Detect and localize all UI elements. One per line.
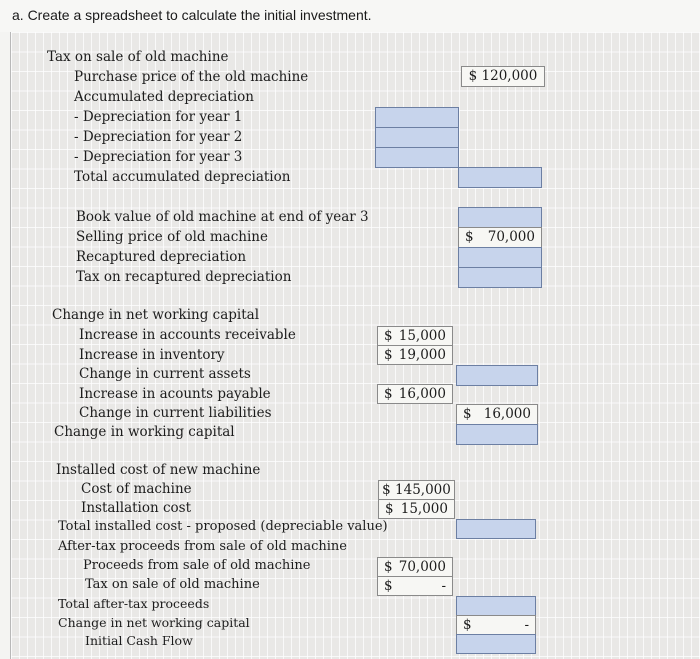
current-liabilities-label: Change in current liabilities (79, 405, 272, 421)
total-installed-cost-label: Total installed cost - proposed (depreciable value) (58, 519, 388, 534)
depreciation-year3-input[interactable] (375, 147, 459, 168)
tax-on-sale-value: - (441, 578, 446, 594)
book-value-label: Book value of old machine at end of year 3 (76, 209, 369, 225)
depreciation-year1-label: - Depreciation for year 1 (74, 109, 243, 125)
working-capital-input[interactable] (456, 424, 538, 445)
change-nwc-cell[interactable] (456, 615, 536, 635)
purchase-price-cell[interactable] (461, 66, 545, 87)
change-nwc-currency: $ (463, 617, 472, 633)
instruction-bar (0, 0, 700, 32)
proceeds-label: Proceeds from sale of old machine (83, 558, 311, 573)
book-value-input[interactable] (458, 207, 542, 228)
total-accumulated-depreciation-label: Total accumulated depreciation (74, 169, 291, 185)
tax-on-sale-currency: $ (384, 578, 393, 594)
proceeds-cell[interactable] (377, 557, 453, 577)
after-tax-header: After-tax proceeds from sale of old machine (58, 539, 347, 554)
cost-of-machine-value: $ 145,000 (382, 482, 451, 498)
installation-cost-currency: $ (385, 501, 394, 517)
inventory-currency: $ (384, 347, 393, 363)
total-after-tax-input[interactable] (456, 596, 536, 616)
initial-cash-flow-input[interactable] (456, 634, 536, 654)
selling-price-label: Selling price of old machine (76, 229, 268, 245)
inventory-value: 19,000 (398, 347, 446, 363)
cost-of-machine-cell[interactable] (378, 480, 455, 500)
proceeds-currency: $ (384, 559, 393, 575)
tax-on-sale-label: Tax on sale of old machine (85, 577, 260, 592)
recaptured-depreciation-input[interactable] (458, 247, 542, 268)
initial-cash-flow-label: Initial Cash Flow (85, 633, 193, 648)
nwc-header: Change in net working capital (52, 307, 260, 323)
current-liabilities-currency: $ (463, 406, 472, 422)
selling-price-cell[interactable] (458, 227, 542, 248)
installation-cost-cell[interactable] (378, 499, 455, 519)
accounts-receivable-label: Increase in accounts receivable (79, 327, 296, 343)
installed-cost-header: Installed cost of new machine (56, 462, 261, 478)
accounts-receivable-currency: $ (384, 328, 393, 344)
tax-on-sale-cell[interactable] (377, 576, 453, 596)
current-liabilities-cell[interactable] (456, 404, 538, 425)
change-nwc-label: Change in net working capital (58, 615, 250, 630)
instruction-text: a. Create a spreadsheet to calculate the initial investment. (12, 7, 372, 23)
accounts-payable-cell[interactable] (377, 384, 453, 404)
proceeds-value: 70,000 (398, 559, 446, 575)
accounts-payable-value: 16,000 (398, 386, 446, 402)
depreciation-year2-input[interactable] (375, 127, 459, 148)
tax-recaptured-input[interactable] (458, 267, 542, 288)
accounts-receivable-value: 15,000 (398, 328, 446, 344)
installation-cost-label: Installation cost (81, 500, 192, 516)
depreciation-year1-input[interactable] (375, 107, 459, 128)
accounts-receivable-cell[interactable] (377, 326, 453, 346)
purchase-price-label: Purchase price of the old machine (74, 69, 309, 85)
recaptured-depreciation-label: Recaptured depreciation (76, 249, 247, 265)
selling-price-currency: $ (465, 229, 474, 245)
working-capital-label: Change in working capital (54, 424, 235, 440)
total-after-tax-label: Total after-tax proceeds (58, 596, 210, 611)
inventory-label: Increase in inventory (79, 347, 225, 363)
total-installed-cost-input[interactable] (456, 519, 536, 539)
selling-price-value: 70,000 (487, 229, 535, 245)
accumulated-depreciation-label: Accumulated depreciation (74, 89, 254, 105)
installation-cost-value: 15,000 (400, 501, 448, 517)
depreciation-year2-label: - Depreciation for year 2 (74, 129, 243, 145)
inventory-cell[interactable] (377, 345, 453, 365)
purchase-price-value: $ 120,000 (468, 68, 538, 84)
tax-recaptured-label: Tax on recaptured depreciation (76, 269, 292, 285)
accounts-payable-currency: $ (384, 386, 393, 402)
tax-on-sale-header: Tax on sale of old machine (47, 49, 229, 65)
depreciation-year3-label: - Depreciation for year 3 (74, 149, 243, 165)
current-assets-label: Change in current assets (79, 366, 251, 382)
current-liabilities-value: 16,000 (483, 406, 531, 422)
total-accumulated-depreciation-input[interactable] (458, 167, 542, 188)
change-nwc-value: - (524, 617, 529, 633)
current-assets-input[interactable] (456, 365, 538, 386)
accounts-payable-label: Increase in acounts payable (79, 386, 271, 402)
cost-of-machine-label: Cost of machine (81, 481, 192, 497)
